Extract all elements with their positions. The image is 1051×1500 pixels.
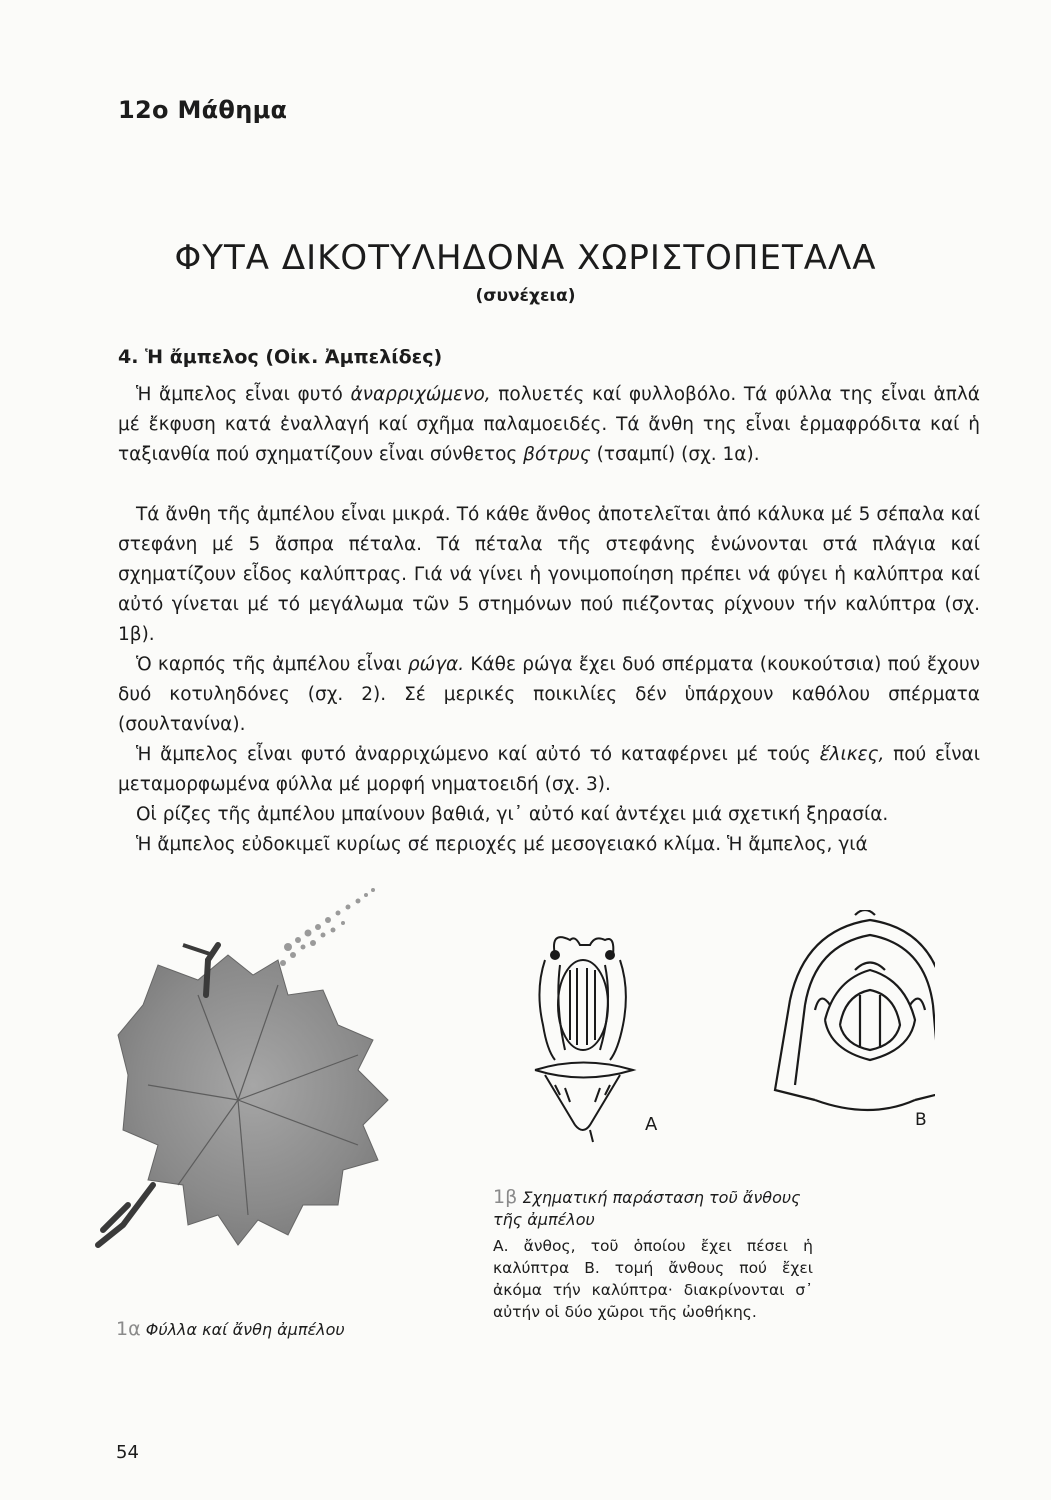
p3-text-a: Ὁ καρπός τῆς ἀμπέλου εἶναι [136,654,408,675]
figure-1b-number: 1β [493,1186,518,1208]
lesson-label: 12ο Μάθημα [118,96,288,124]
p1-text-c: πολυετές καί φυλλοβόλο. Τά φύλλα της εἶναι ἁπλά μέ ἔκφυση κατά ἐναλλαγή καί σχῆμα παλαμοειδές. Τά ἄνθη της εἶναι ἑρμαφρόδιτα καί ἡ ταξιανθία πού σχηματίζουν εἶναι σύνθετος [118,384,980,465]
section-heading: 4. Ἡ ἄμπελος (Οἰκ. Ἀμπελίδες) [118,346,443,368]
paragraph-1 [118,380,980,470]
figure-1b-title: Σχηματική παράσταση τοῦ ἄνθους τῆς ἀμπέλου [493,1188,801,1229]
paragraph-4 [118,740,980,800]
flower-cluster [276,888,376,973]
leaf-blade [118,955,388,1245]
figure-1b-caption [493,1186,813,1231]
paragraph-3 [118,650,980,740]
figure-1a-title: Φύλλα καί ἄνθη ἀμπέλου [145,1320,345,1339]
vine-leaf-image [88,885,418,1305]
label-a: Α [645,1114,658,1135]
p4-text-c: πού εἶναι μεταμορφωμένα φύλλα μέ μορφή νηματοειδή (σχ. 3). [118,744,980,795]
page-subtitle: (συνέχεια) [475,286,576,306]
figure-1a-caption [116,1318,345,1340]
flower-b-diagram [775,910,935,1110]
paragraph-2: Τά ἄνθη τῆς ἀμπέλου εἶναι μικρά. Τό κάθε ἄνθος ἀποτελεῖται ἀπό κάλυκα μέ 5 σέπαλα καί στεφάνη μέ 5 ἄσπρα πέταλα. Τά πέταλα τῆς στεφάνης ἑνώνονται στά πλάγια καί σχηματίζουν εἶδος καλύπτρας. Γιά νά γίνει ἡ γονιμοποίηση πρέπει νά φύγει ἡ καλύπτρα καί αὐτό γίνεται μέ τό μεγάλωμα τῶν 5 στημόνων πού πιέζοντας ρίχνουν τήν καλύπτρα (σχ. 1β). [118,504,980,645]
p4-term-tendrils: ἕλικες, [819,744,885,765]
p3-text-c: Κάθε ρώγα ἔχει δυό σπέρματα (κουκούτσια) πού ἔχουν δυό κοτυληδόνες (σχ. 2). Σέ μερικές ποικιλίες δέν ὑπάρχουν καθόλου σπέρματα (σουλτανίνα). [118,654,981,735]
figure-1b-description: Α. ἄνθος, τοῦ ὁποίου ἔχει πέσει ἡ καλύπτρα Β. τομή ἄνθους πού ἔχει ἀκόμα τήν καλύπτρα· διακρίνονται σ᾿ αὐτήν οἱ δύο χῶροι τῆς ὠοθήκης. [493,1237,813,1321]
page-title: ΦΥΤΑ ΔΙΚΟΤΥΛΗΔΟΝΑ ΧΩΡΙΣΤΟΠΕΤΑΛΑ [174,238,877,278]
p4-text-a: Ἡ ἄμπελος εἶναι φυτό ἀναρριχώμενο καί αὐτό τό καταφέρνει μέ τούς [136,744,820,765]
label-b: Β [915,1110,927,1130]
paragraph-6: Ἡ ἄμπελος εὐδοκιμεῖ κυρίως σέ περιοχές μέ μεσογειακό κλίμα. Ἡ ἄμπελος, γιά [136,834,868,855]
paragraph-5: Οἱ ρίζες τῆς ἀμπέλου μπαίνουν βαθιά, γι᾿ αὐτό καί ἀντέχει μιά σχετική ξηρασία. [136,804,889,825]
figure-1a-number: 1α [116,1318,141,1340]
page-number: 54 [116,1442,139,1463]
flower-a-diagram [535,937,633,1142]
p1-text-a: Ἡ ἄμπελος εἶναι φυτό [136,384,351,405]
p1-term-climbing: ἀναρριχώμενο, [350,384,491,405]
flower-diagram [515,910,935,1145]
p1-text-e: (τσαμπί) (σχ. 1α). [590,444,760,465]
p3-term-roga: ρώγα. [407,654,465,675]
p1-term-botrys: βότρυς [523,444,591,465]
